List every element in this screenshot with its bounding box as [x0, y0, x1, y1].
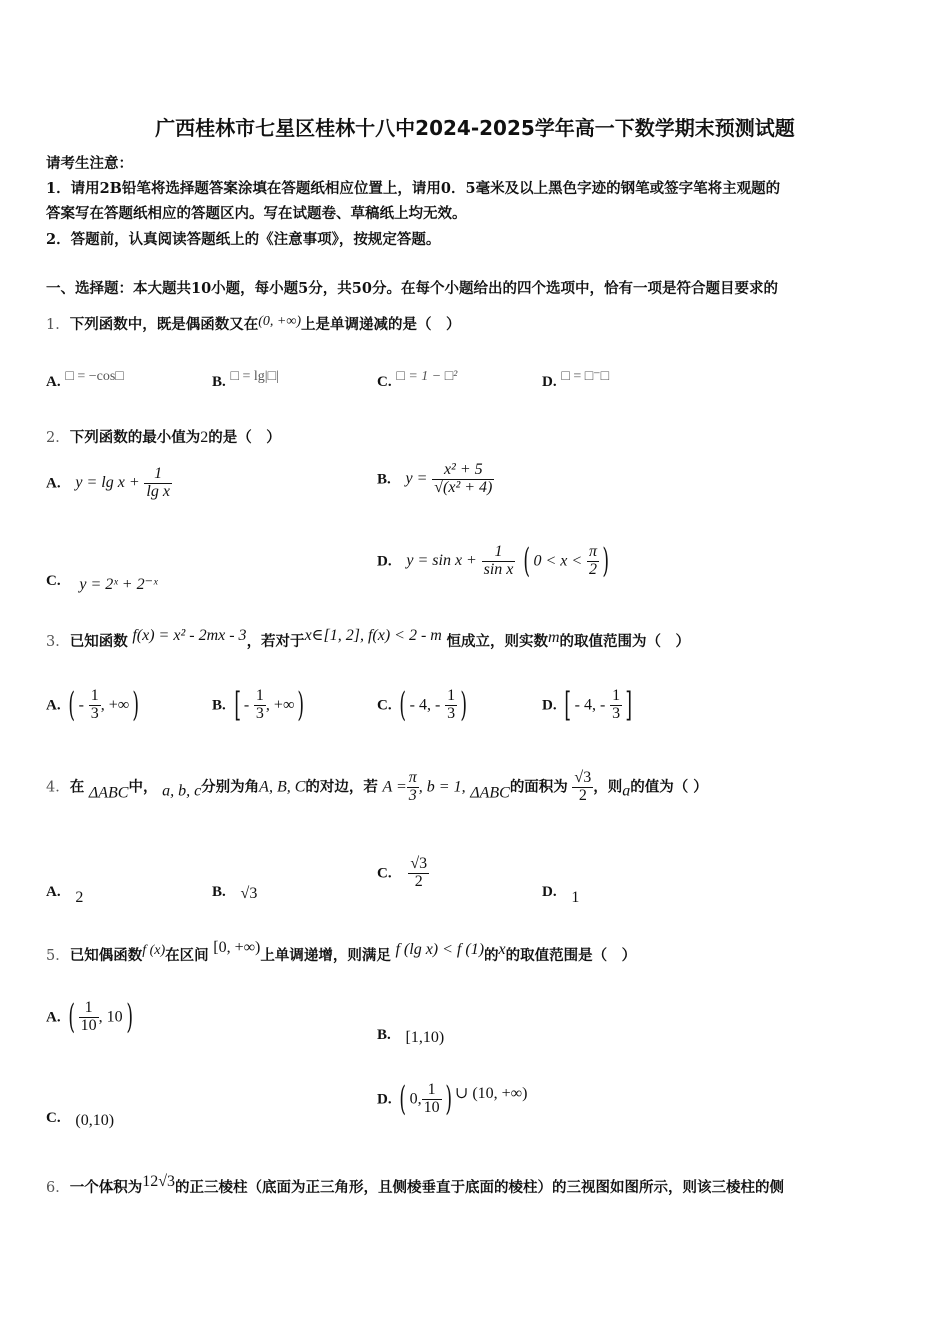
question-text: 已知函数 — [69, 633, 128, 650]
option-label: D. — [377, 553, 392, 570]
fraction: $\frac{1}{3}$ — [255, 687, 264, 722]
question-text: 的面积为 — [509, 778, 568, 796]
option-math: [1,10) — [405, 1029, 445, 1046]
left-paren: ( — [68, 685, 76, 726]
q4-option-b[interactable] — [212, 882, 257, 901]
option-label: C. — [46, 1110, 61, 1126]
right-paren: ) — [460, 685, 468, 726]
option-math: y = — [405, 470, 428, 488]
question-number: 2． — [46, 430, 70, 446]
option-label: D. — [542, 697, 557, 714]
fraction: $\frac{1}{3}$ — [612, 687, 621, 722]
math-condition: A = — [382, 778, 407, 796]
math-condition: x∈[1, 2], f(x) < 2 - m — [304, 627, 442, 644]
q1-option-c[interactable] — [377, 369, 458, 391]
question-text: 的取值范围为（ ） — [559, 633, 691, 650]
question-text: 已知偶函数 — [69, 947, 143, 964]
math-var: x — [498, 941, 506, 958]
option-math: - 4, - — [574, 696, 606, 714]
q1-option-d[interactable] — [542, 369, 610, 391]
question-text: 的正三棱柱（底面为正三角形，且侧棱垂直于底面的棱柱）的三视图如图所示，则该三棱柱的侧 — [175, 1179, 785, 1196]
option-math: ∪ (10, +∞) — [454, 1085, 528, 1103]
q5-option-b[interactable] — [377, 1025, 444, 1044]
notice-line-1b: 答案写在答题纸相应的答题区内。写在试题卷、草稿纸上均无效。 — [46, 205, 467, 222]
option-label: D. — [542, 374, 557, 390]
question-number: 4． — [46, 779, 70, 796]
question-number: 1． — [46, 317, 70, 333]
right-paren: ) — [297, 685, 305, 726]
right-paren: ) — [444, 1079, 452, 1120]
question-text: 上单调递增，则满足 — [260, 947, 391, 964]
option-label: D. — [377, 1091, 392, 1108]
q3-option-c[interactable] — [377, 685, 470, 726]
question-text: 的是（ ） — [208, 429, 281, 446]
question-text: 的对边，若 — [305, 778, 378, 796]
question-number: 5． — [46, 948, 70, 964]
option-math: 0 < x < — [533, 552, 583, 570]
option-label: A. — [46, 884, 61, 900]
option-label: B. — [377, 471, 391, 488]
option-math: 0, — [409, 1090, 422, 1108]
option-label: A. — [46, 374, 61, 390]
fraction: $\frac{1}{\text{sin x}}$ — [483, 543, 514, 578]
option-math: □ = −cos□ — [65, 369, 124, 384]
q3-option-d[interactable] — [542, 685, 635, 726]
right-paren: ) — [125, 997, 133, 1038]
fraction: $\frac{1}{\text{lg x}}$ — [146, 465, 170, 500]
question-1 — [46, 313, 461, 334]
option-math: - — [243, 696, 250, 714]
option-math: y = 2ˣ + 2⁻ˣ — [79, 576, 158, 593]
question-text: 下列函数中，既是偶函数又在 — [69, 316, 259, 333]
math-interval: [0, +∞) — [213, 939, 261, 956]
question-text: 的值为（ ） — [630, 778, 708, 796]
q1-option-a[interactable] — [46, 369, 124, 391]
q1-option-b[interactable] — [212, 369, 279, 391]
option-label: C. — [377, 374, 392, 390]
question-text: 的取值范围是（ ） — [505, 947, 637, 964]
option-math: √3 — [240, 885, 258, 902]
fraction: $\frac{1}{10}$ — [80, 999, 97, 1034]
notice-line-1a: 1．请用2B铅笔将选择题答案涂填在答题纸相应位置上，请用0．5毫米及以上黑色字迹的钢笔或签字笔将主观题的 — [46, 180, 781, 197]
left-paren: ( — [68, 997, 76, 1038]
math-triangle: ΔABC — [470, 784, 510, 802]
option-math: , 10 — [98, 1008, 123, 1026]
q2-option-a[interactable] — [46, 466, 172, 501]
right-bracket: ] — [625, 685, 633, 726]
math-function: f(x) = x² - 2mx - 3 — [132, 627, 247, 644]
question-text: 的 — [484, 947, 499, 964]
option-label: B. — [212, 884, 226, 900]
left-bracket: [ — [564, 685, 572, 726]
option-math: y = sin x + — [406, 552, 477, 570]
q2-option-d[interactable] — [377, 541, 612, 582]
q2-option-b[interactable] — [377, 462, 494, 497]
question-2 — [46, 426, 281, 447]
option-label: A. — [46, 475, 61, 492]
option-label: A. — [46, 697, 61, 714]
math-volume: 12√3 — [142, 1173, 176, 1190]
question-text: ，若对于 — [246, 633, 305, 650]
question-text: 在 — [69, 778, 85, 796]
question-3 — [46, 627, 691, 651]
notice-line-2: 2．答题前，认真阅读答题纸上的《注意事项》，按规定答题。 — [46, 231, 441, 248]
question-text: ，则 — [593, 778, 623, 796]
option-math: 1 — [571, 889, 580, 906]
math-angles: A, B, C — [259, 778, 306, 796]
left-paren: ( — [399, 1079, 407, 1120]
math-sides: a, b, c — [162, 782, 202, 800]
fraction: $\frac{\pi}{2}$ — [588, 543, 597, 578]
option-label: B. — [377, 1027, 391, 1043]
option-math: □ = 1 − □² — [396, 369, 458, 384]
notice-heading: 请考生注意： — [46, 155, 133, 172]
page-title: 广西桂林市七星区桂林十八中2024-2025学年高一下数学期末预测试题 — [155, 116, 795, 140]
question-4 — [46, 770, 708, 805]
math-triangle: ΔABC — [88, 784, 129, 802]
fraction: $\frac{1}{10}$ — [423, 1081, 440, 1116]
question-number: 6． — [46, 1180, 70, 1196]
fraction: $\frac{√3}{2}$ — [574, 769, 592, 804]
option-math: - 4, - — [409, 696, 441, 714]
question-text: 上是单调递减的是（ ） — [301, 316, 461, 333]
math-func: f (x) — [142, 943, 166, 958]
q4-option-c[interactable] — [377, 856, 429, 891]
fraction: $\frac{1}{3}$ — [90, 687, 99, 722]
math-var: m — [547, 629, 560, 646]
option-label: C. — [46, 573, 61, 589]
option-math: - — [78, 696, 84, 714]
fraction: $\frac{\text{x² + 5}}{\text{√(x² + 4)}}$ — [434, 461, 493, 496]
option-math: y = lg x + — [75, 474, 140, 492]
math-value: 2 — [200, 429, 209, 446]
fraction: $\frac{√3}{2}$ — [410, 855, 428, 890]
left-paren: ( — [523, 541, 531, 582]
left-bracket: [ — [233, 685, 241, 726]
q5-option-a[interactable] — [46, 997, 136, 1038]
option-math: (0,10) — [75, 1112, 115, 1129]
question-text: 恒成立，则实数 — [446, 633, 548, 650]
q3-option-b[interactable] — [212, 685, 308, 726]
option-math: , +∞ — [265, 696, 295, 714]
question-5 — [46, 939, 637, 965]
q2-option-c[interactable] — [46, 570, 158, 593]
q3-option-a[interactable] — [46, 685, 142, 726]
q4-option-d[interactable] — [542, 882, 580, 906]
option-label: C. — [377, 865, 392, 882]
question-text: 分别为角 — [201, 778, 260, 796]
right-paren: ) — [602, 541, 609, 582]
option-math: 2 — [75, 889, 84, 906]
question-text: 在区间 — [165, 947, 209, 964]
right-paren: ) — [132, 685, 140, 726]
option-label: A. — [46, 1009, 61, 1026]
fraction: $\frac{1}{3}$ — [447, 687, 456, 722]
question-6 — [46, 1173, 785, 1197]
fraction: $\frac{\pi}{3}$ — [408, 769, 417, 804]
q4-option-a[interactable] — [46, 882, 84, 906]
option-label: B. — [212, 374, 226, 390]
math-var: a — [622, 782, 631, 800]
option-math: , +∞ — [100, 696, 130, 714]
math-interval: (0, +∞) — [258, 314, 301, 329]
option-math: □ = □⁻□ — [561, 369, 610, 384]
option-label: C. — [377, 697, 392, 714]
option-label: B. — [212, 697, 226, 714]
question-text: 下列函数的最小值为 — [69, 429, 201, 446]
math-inequality: f (lg x) < f (1) — [395, 941, 485, 958]
option-math: □ = lg|□| — [230, 369, 279, 384]
question-number: 3． — [46, 634, 70, 650]
option-label: D. — [542, 884, 557, 900]
math-condition: , b = 1, — [418, 778, 466, 796]
left-paren: ( — [399, 685, 407, 726]
section-heading: 一、选择题：本大题共10小题，每小题5分，共50分。在每个小题给出的四个选项中，恰有一项是符合题目要求的 — [46, 280, 778, 297]
q5-option-d[interactable] — [377, 1079, 528, 1120]
q5-option-c[interactable] — [46, 1108, 114, 1127]
question-text: 中， — [128, 778, 158, 796]
question-text: 一个体积为 — [69, 1179, 143, 1196]
